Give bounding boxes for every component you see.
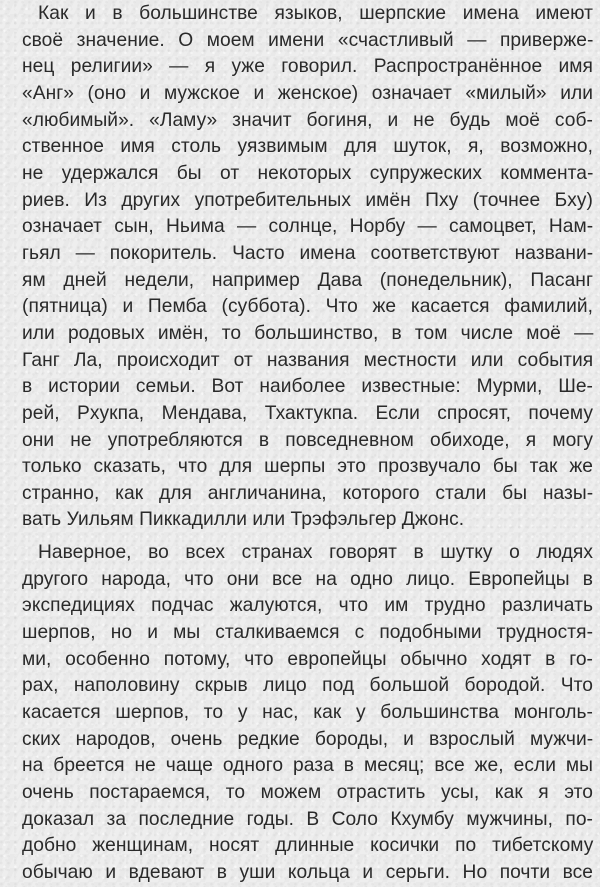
text-line: очень постараемся, то можем отрастить усы, как я это	[22, 782, 594, 804]
text-line: Как и в большинстве языков, шерпские имена имеют	[38, 3, 593, 24]
text-line: обычаю и вдевают в уши кольца и серьги. Но почти все	[22, 862, 593, 883]
text-line: не удержался бы от некоторых супружеских коммента-	[22, 162, 594, 184]
text-line: на бреется не чаще одного раза в месяц; все же, если мы	[22, 755, 593, 777]
text-line: ям дней недели, например Дава (понедельник), Пасанг	[22, 269, 593, 291]
text-line: ских народов, очень редкие бороды, и взрослый мужчи-	[22, 728, 594, 750]
text-line: гьял — покоритель. Часто имена соответствуют названи-	[22, 242, 594, 264]
text-line: Наверное, во всех странах говорят в шутку о людях	[38, 542, 593, 564]
text-line: в истории семьи. Вот наиболее известные: Мурми, Ше-	[22, 376, 593, 398]
text-line: риев. Из других употребительных имён Пху (точнее Бху)	[22, 189, 593, 211]
text-line: добно женщинам, носят длинные косички по тибетскому	[22, 835, 594, 857]
text-line: рей, Рхукпа, Мендава, Тхактукпа. Если спросят, почему	[22, 402, 593, 424]
text-line: ственное имя столь уязвимым для шуток, я, возможно,	[22, 136, 593, 158]
text-line: своё значение. О моем имени «счастливый — приверже-	[22, 29, 594, 51]
text-line: вать Уильям Пиккадилли или Трэфэльгер Джонс.	[22, 509, 465, 531]
text-line: нец религии» — я уже говорил. Распространённое имя	[22, 56, 593, 78]
text-line: касается шерпов, то у нас, как у большинства монголь-	[22, 702, 593, 724]
text-line: (пятница) и Пемба (суббота). Что же касается фамилий,	[22, 296, 593, 318]
text-line: «Анг» (оно и мужское и женское) означает «милый» или	[22, 82, 593, 104]
text-line: Ганг Ла, происходит от названия местности или события	[22, 349, 594, 371]
text-line: они не употребляются в повседневном обиходе, я могу	[22, 429, 593, 451]
text-line: только сказать, что для шерпы это прозвучало бы так же	[22, 456, 593, 478]
text-line: странно, как для англичанина, которого стали бы назы-	[22, 482, 594, 504]
text-line: или родовых имён, то большинство, в том числе моё —	[22, 322, 594, 344]
text-line: ми, особенно потому, что европейцы обычно ходят в го-	[22, 648, 593, 670]
paragraph-1	[22, 1, 593, 534]
text-line: означает сын, Ньима — солнце, Норбу — самоцвет, Нам-	[22, 216, 594, 238]
text-line: доказал за последние годы. В Соло Кхумбу мужчины, по-	[22, 808, 593, 830]
text-line: другого народа, что они все на одно лицо. Европейцы в	[22, 568, 593, 590]
text-line: экспедициях подчас жалуются, что им трудно различать	[22, 595, 593, 617]
text-line: рах, наполовину скрыв лицо под большой бородой. Что	[22, 675, 593, 697]
text-line: «любимый». «Ламу» значит богиня, и не будь моё соб-	[22, 109, 593, 131]
paragraph-2	[22, 540, 593, 887]
text-line: шерпов, но и мы сталкиваемся с подобными трудностя-	[22, 622, 594, 644]
